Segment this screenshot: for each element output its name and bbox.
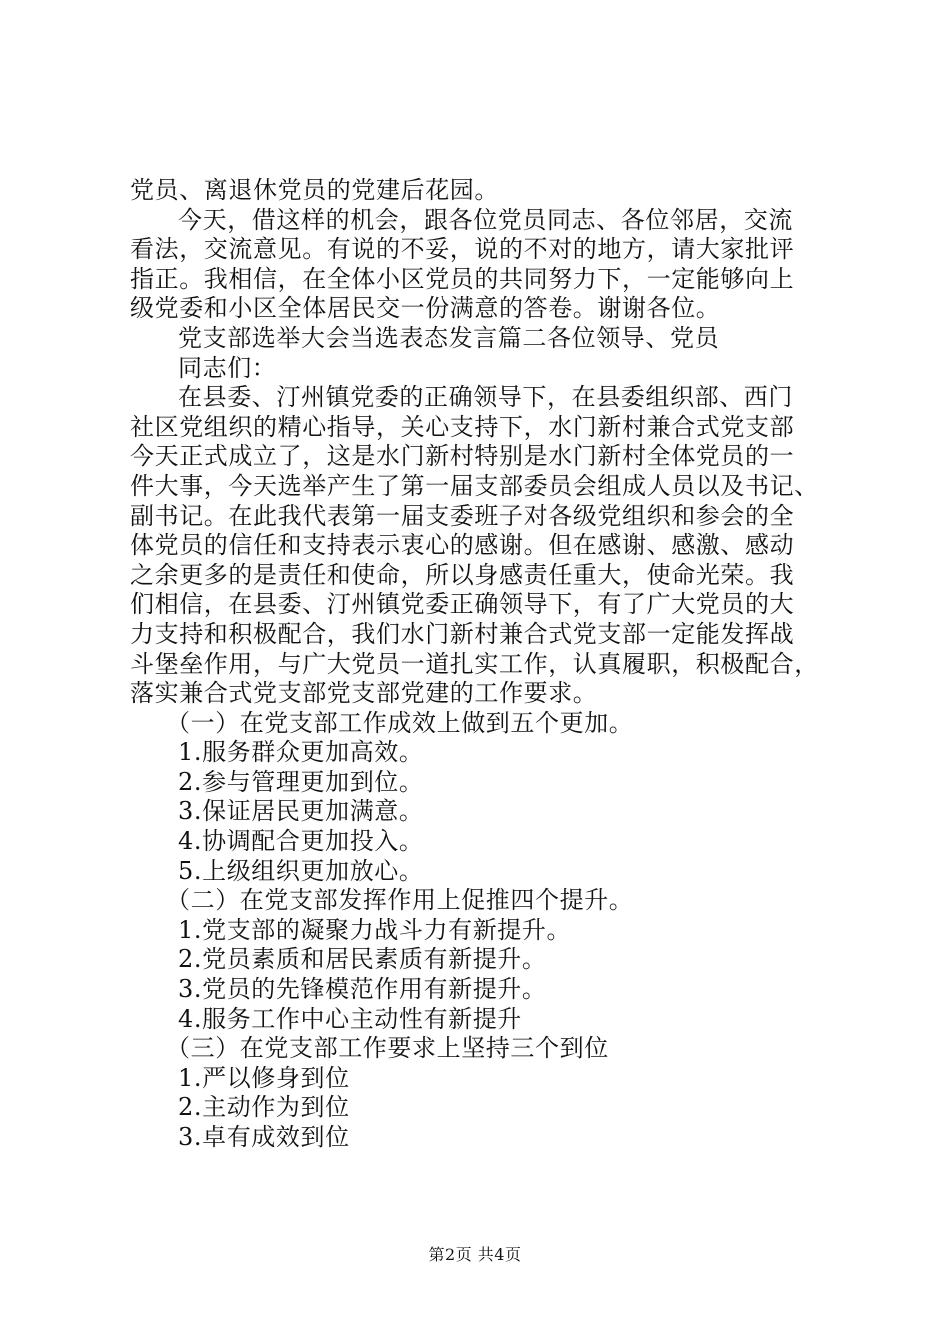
text-line: 级党委和小区全体居民交一份满意的答卷。谢谢各位。 [130,294,721,323]
text-line: 党支部选举大会当选表态发言篇二各位领导、党员 [178,323,720,352]
text-line: 体党员的信任和支持表示衷心的感谢。但在感谢、感激、感动 [130,531,795,560]
text-line: （二）在党支部发挥作用上促推四个提升。 [166,886,634,915]
text-line: （三）在党支部工作要求上坚持三个到位 [166,1034,609,1063]
text-line: 1.服务群众更加高效。 [178,738,424,767]
text-line: 党员、离退休党员的党建后花园。 [130,176,499,204]
text-line: （一）在党支部工作成效上做到五个更加。 [166,708,634,737]
text-line: 4.协调配合更加投入。 [178,827,424,856]
text-line: 2.主动作为到位 [178,1093,350,1122]
text-line: 之余更多的是责任和使命，所以身感责任重大，使命光荣。我 [130,560,795,589]
text-line: 3.党员的先锋模范作用有新提升。 [178,975,547,1004]
text-line: 力支持和积极配合，我们水门新村兼合式党支部一定能发挥战 [130,619,795,648]
text-line: 们相信，在县委、汀州镇党委正确领导下，有了广大党员的大 [130,590,795,619]
text-line: 3.卓有成效到位 [178,1123,350,1151]
text-line: 4.服务工作中心主动性有新提升 [178,1004,522,1033]
text-line: 同志们： [178,353,277,382]
text-line: 3.保证居民更加满意。 [178,797,424,826]
text-line: 2.党员素质和居民素质有新提升。 [178,945,547,974]
text-line: 今天正式成立了，这是水门新村特别是水门新村全体党员的一 [130,442,795,471]
document-body [130,176,830,1153]
text-line: 指正。我相信，在全体小区党员的共同努力下，一定能够向上 [130,264,795,293]
text-line: 看法，交流意见。有说的不妥，说的不对的地方，请大家批评 [130,235,795,264]
page-number-footer: 第2页 共4页 [428,1245,522,1264]
text-line: 2.参与管理更加到位。 [178,767,424,796]
text-line: 1.党支部的凝聚力战斗力有新提升。 [178,915,572,944]
text-line: 1.严以修身到位 [178,1063,350,1092]
text-line: 斗堡垒作用，与广大党员一道扎实工作，认真履职，积极配合， [130,649,819,678]
text-line: 5.上级组织更加放心。 [178,856,424,885]
text-line: 副书记。在此我代表第一届支委班子对各级党组织和参会的全 [130,501,795,530]
text-line: 今天，借这样的机会，跟各位党员同志、各位邻居，交流 [178,205,793,234]
text-line: 件大事，今天选举产生了第一届支部委员会组成人员以及书记、 [130,471,819,500]
text-line: 落实兼合式党支部党支部党建的工作要求。 [130,679,598,708]
text-line: 在县委、汀州镇党委的正确领导下，在县委组织部、西门 [178,383,793,412]
text-line: 社区党组织的精心指导，关心支持下，水门新村兼合式党支部 [130,412,795,441]
